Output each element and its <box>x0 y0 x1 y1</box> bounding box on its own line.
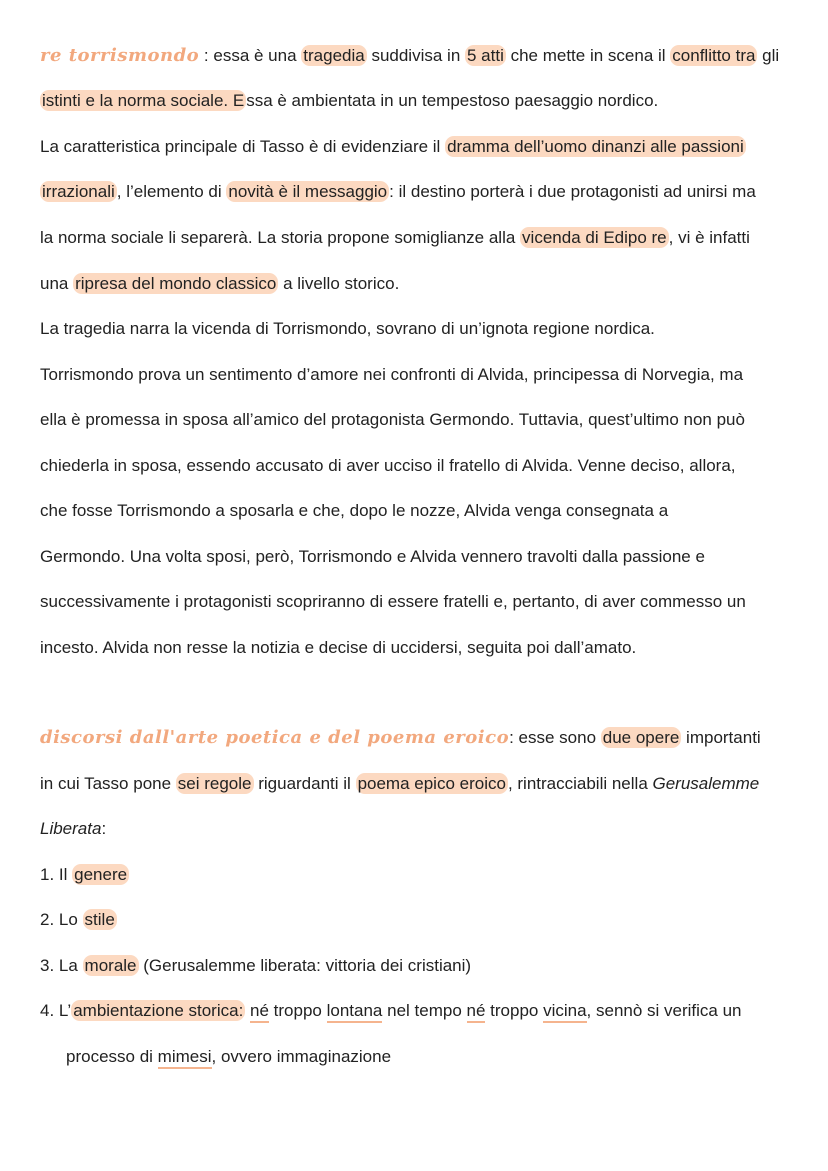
highlighted-text: conflitto tra <box>672 46 756 65</box>
highlighted-text: dramma dell’uomo dinanzi alle passioni <box>447 137 744 156</box>
text-line <box>40 363 802 387</box>
highlighted-text: istinti e la norma sociale. E <box>42 91 245 110</box>
body-text: 1. Il <box>40 865 73 884</box>
text-line <box>40 1045 802 1069</box>
highlighted-text: novità è il messaggio <box>228 182 388 201</box>
text-line <box>40 545 802 569</box>
body-text: suddivisa in <box>366 46 465 65</box>
text-line <box>40 135 802 159</box>
body-text: Germondo. Una volta sposi, però, Torrismondo e Alvida vennero travolti dalla passione e <box>40 547 705 566</box>
body-text: La tragedia narra la vicenda di Torrismondo, sovrano di un’ignota regione nordica. <box>40 319 655 338</box>
body-text: una <box>40 274 74 293</box>
text-line <box>40 317 802 341</box>
highlighted-text: ambientazione storica: <box>73 1001 244 1020</box>
body-text: : essa è una <box>199 46 302 65</box>
underlined-text: vicina <box>543 1001 586 1023</box>
text-line <box>40 89 802 113</box>
body-text: , rintracciabili nella <box>507 774 653 793</box>
body-text: , sennò si verifica un <box>586 1001 742 1020</box>
highlighted-text: tragedia <box>303 46 365 65</box>
body-text: importanti <box>681 728 761 747</box>
body-text: , ovvero immaginazione <box>211 1047 392 1066</box>
highlighted-text: irrazionali <box>42 182 115 201</box>
body-text: incesto. Alvida non resse la notizia e decise di uccidersi, seguita poi dall’amato. <box>40 638 637 657</box>
italic-text: Liberata <box>40 819 102 838</box>
body-text: troppo <box>268 1001 327 1020</box>
highlighted-text: vicenda di Edipo re <box>522 228 667 247</box>
body-text: ssa è ambientata in un tempestoso paesaggio nordico. <box>246 91 659 110</box>
text-line <box>40 454 802 478</box>
body-text: ella è promessa in sposa all’amico del protagonista Germondo. Tuttavia, quest’ultimo non può <box>40 410 745 429</box>
body-text: processo di <box>66 1047 158 1066</box>
highlighted-text: 5 atti <box>467 46 504 65</box>
body-text: La caratteristica principale di Tasso è di evidenziare il <box>40 137 446 156</box>
body-text: la norma sociale li separerà. La storia propone somiglianze alla <box>40 228 521 247</box>
body-text: troppo <box>485 1001 544 1020</box>
body-text: : il destino porterà i due protagonisti ad unirsi ma <box>389 182 756 201</box>
text-line <box>40 908 802 932</box>
highlighted-text: due opere <box>602 728 680 747</box>
text-line <box>40 817 802 841</box>
section-title: re torrismondo <box>40 45 200 66</box>
body-text: : <box>101 819 107 838</box>
text-line <box>40 408 802 432</box>
body-text: chiederla in sposa, essendo accusato di aver ucciso il fratello di Alvida. Venne deciso, allora, <box>40 456 736 475</box>
body-text: successivamente i protagonisti scopriranno di essere fratelli e, pertanto, di aver commesso un <box>40 592 746 611</box>
text-line <box>40 726 802 750</box>
body-text: riguardanti il <box>253 774 356 793</box>
text-line <box>40 226 802 250</box>
text-line <box>40 999 802 1023</box>
text-line <box>40 180 802 204</box>
body-text: nel tempo <box>382 1001 467 1020</box>
text-line <box>40 272 802 296</box>
highlighted-text: stile <box>84 910 115 929</box>
highlighted-text: sei regole <box>177 774 252 793</box>
italic-text: Gerusalemme <box>652 774 760 793</box>
underlined-text: né <box>250 1001 269 1023</box>
body-text: , vi è infatti <box>668 228 750 247</box>
text-line <box>40 636 802 660</box>
underlined-text: mimesi <box>158 1047 212 1069</box>
text-line <box>40 863 802 887</box>
text-line <box>40 44 802 68</box>
body-text: 3. La <box>40 956 83 975</box>
body-text: a livello storico. <box>278 274 400 293</box>
highlighted-text: morale <box>84 956 137 975</box>
body-text: (Gerusalemme liberata: vittoria dei cristiani) <box>138 956 472 975</box>
text-line <box>40 772 802 796</box>
body-text: gli <box>757 46 780 65</box>
body-text: Torrismondo prova un sentimento d’amore nei confronti di Alvida, principessa di Norvegia, ma <box>40 365 744 384</box>
underlined-text: né <box>467 1001 486 1023</box>
body-text: 4. L’ <box>40 1001 72 1020</box>
text-line <box>40 590 802 614</box>
text-line <box>40 499 802 523</box>
body-text: , l’elemento di <box>116 182 227 201</box>
body-text: che fosse Torrismondo a sposarla e che, dopo le nozze, Alvida venga consegnata a <box>40 501 669 520</box>
body-text: 2. Lo <box>40 910 83 929</box>
highlighted-text: genere <box>74 865 128 884</box>
highlighted-text: ripresa del mondo classico <box>75 274 277 293</box>
body-text: in cui Tasso pone <box>40 774 176 793</box>
text-line <box>40 954 802 978</box>
highlighted-text: poema epico eroico <box>357 774 506 793</box>
body-text: che mette in scena il <box>505 46 671 65</box>
underlined-text: lontana <box>327 1001 383 1023</box>
body-text: : esse sono <box>509 728 601 747</box>
section-title: discorsi dall'arte poetica e del poema eroico <box>40 727 510 748</box>
